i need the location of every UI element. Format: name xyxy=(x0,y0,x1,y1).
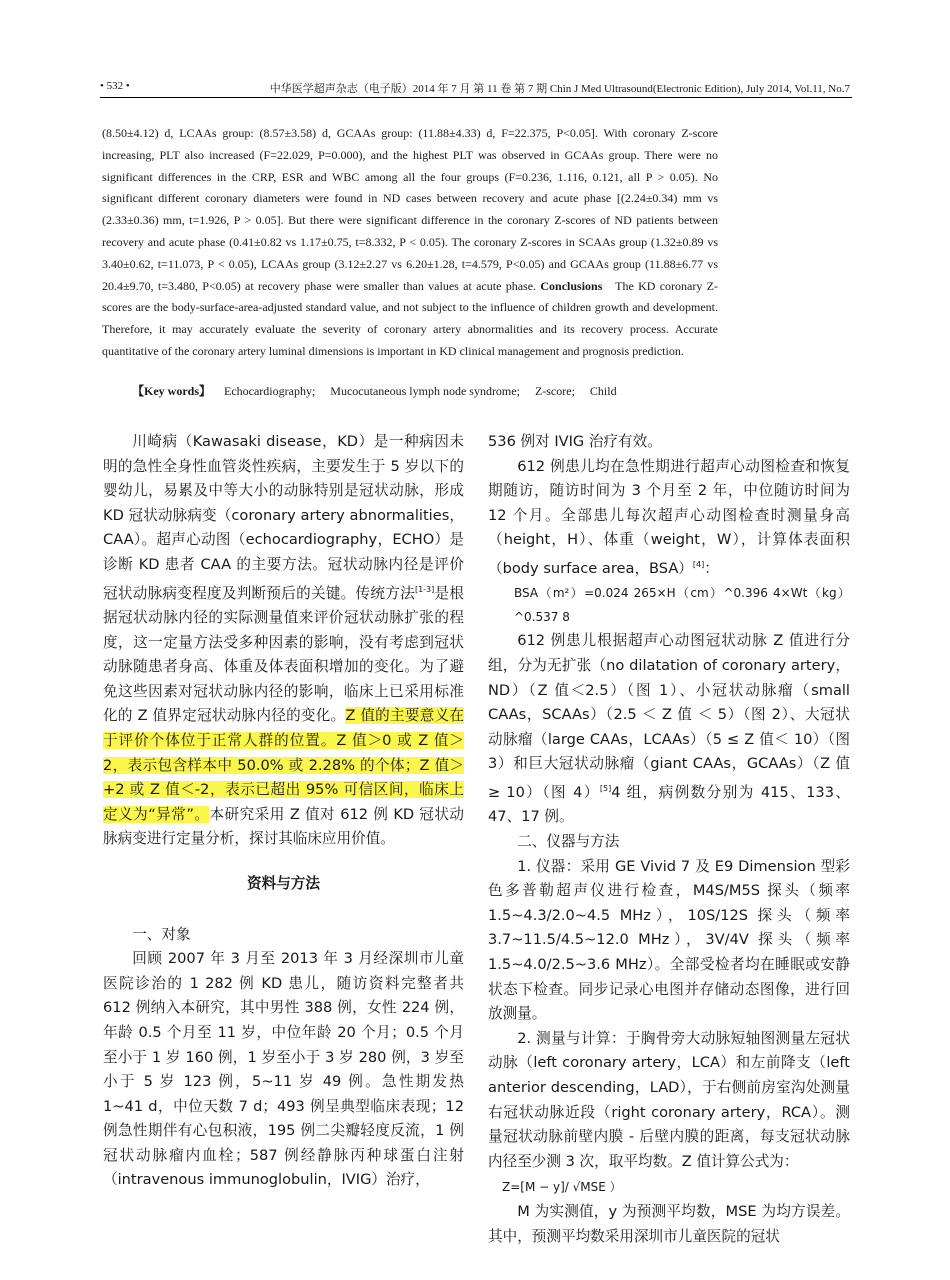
english-abstract xyxy=(102,123,718,363)
followup-paragraph xyxy=(488,455,850,582)
abstract-body xyxy=(102,123,718,363)
highlighted-text: Z 值的主要意义在于评价个体位于正常人群的位置。Z 值＞0 或 Z 值＞2，表示包含样本中 50.0% 或 2.28% 的个体；Z 值＞+2 或 Z 值＜-2，表示已超出 95% 可信区间，临床上定义为“异常”。 xyxy=(103,707,465,823)
keywords-line xyxy=(132,382,629,399)
right-column xyxy=(488,430,850,1250)
citation: [4] xyxy=(692,559,705,569)
paragraph: 536 例对 IVIG 治疗有效。 xyxy=(488,433,662,450)
page-number: • 532 • xyxy=(100,80,130,92)
intro-text-2: 是根据冠状动脉内径的实际测量值来评价冠状动脉扩张的程度，这一定量方法受多种因素的影响，没有考虑到冠状动脉随患者身高、体重及体表面积增加的变化。为了避免这些因素对冠状动脉内径的影响，临床上已采用标准化的 Z 值界定冠状动脉内径的变化。 xyxy=(103,584,464,725)
introduction-paragraph xyxy=(103,430,464,852)
subjects-paragraph: 回顾 2007 年 3 月至 2013 年 3 月经深圳市儿童医院诊治的 1 282 例 KD 患儿，随访资料完整者共 612 例纳入本研究，其中男性 388 例，女性 224 例，年龄 0.5 个月至 11 岁，中位年龄 20 个月；0.5 个月至小于 1 岁 160 例，1 岁至小于 3 岁 280 例，3 岁至小于 5 岁 123 例，5~11 岁 49 例。急性期发热 1~41 d，中位天数 7 d；493 例呈典型临床表现；12 例急性期伴有心包积液，195 例二尖瓣轻度反流，1 例冠状动脉瘤内血栓；587 例经静脉丙种球蛋白注射（intravenous immunoglobulin，IVIG）治疗， xyxy=(103,950,464,1189)
measurement-paragraph: 2. 测量与计算：于胸骨旁大动脉短轴图测量左冠状动脉（left coronary artery，LCA）和左前降支（left anterior descending，LAD），于右侧前房室沟处测量右冠状动脉近段（right coronary artery，RCA）。测量冠状动脉前壁内膜 - 后壁内膜的距离，每支冠状动脉内径至少测 3 次，取平均数。Z 值计算公式为： xyxy=(488,1029,850,1170)
subsection-heading: 一、对象 xyxy=(132,925,191,943)
instrument-paragraph: 1. 仪器：采用 GE Vivid 7 及 E9 Dimension 型彩色多普勒超声仪进行检查，M4S/M5S 探头（频率 1.5~4.3/2.0~4.5 MHz），10S/12S 探头（频率 3.7~11.5/4.5~12.0 MHz），3V/4V 探头（频率 1.5~4.0/2.5~3.6 MHz）。全部受检者均在睡眠或安静状态下检查。同步记录心电图并存储动态图像，进行回放测量。 xyxy=(488,857,850,1023)
paragraph-end: 4 组，病例数分别为 415、133、47、17 例。 xyxy=(488,783,851,826)
left-column xyxy=(103,430,464,1193)
journal-citation: 中华医学超声杂志（电子版）2014 年 7 月 第 11 卷 第 7 期 Chin J Med Ultrasound(Electronic Edition), July 2014, Vol.11, No.7 xyxy=(269,83,850,95)
subsection-heading: 二、仪器与方法 xyxy=(517,833,620,851)
intro-tail: 本研究采用 Z 值对 612 例 KD 冠状动脉病变进行定量分析，探讨其临床应用价值。 xyxy=(103,805,464,848)
keywords-label: 【Key words】 xyxy=(132,384,211,398)
header-rule xyxy=(100,97,852,98)
abstract-conclusions: The KD coronary Z-scores are the body-surface-area-adjusted standard value, and not subject to the influence of children growth and development. Therefore, it may accurately evaluate the severity of coronary artery abnormalities and its recovery process. Accurate quantitative of the coronary artery luminal dimensions is important in KD clinical management and prognosis prediction. xyxy=(102,278,718,358)
keyword: Mucocutaneous lymph node syndrome; xyxy=(330,384,520,398)
conclusions-label: Conclusions xyxy=(540,278,603,293)
paragraph-text: 612 例患儿根据超声心动图冠状动脉 Z 值进行分组，分为无扩张（no dilatation of coronary artery，ND）（Z 值＜2.5）（图 1）、小冠状动脉瘤（small CAAs，SCAAs）（2.5 ＜ Z 值 ＜ 5）（图 2）、大冠状动脉瘤（large CAAs，LCAAs）（5 ≤ Z 值＜ 10）（图 3）和巨大冠状动脉瘤（giant CAAs，GCAAs）（Z 值≥ 10）（图 4） xyxy=(488,632,850,801)
paragraph-text: 612 例患儿均在急性期进行超声心动图检查和恢复期随访，随访时间为 3 个月至 2 年，中位随访时间为 12 个月。全部患儿每次超声心动图检查时测量身高（height，H）、体重（weight，W），计算体表面积（body surface area，BSA） xyxy=(488,457,850,577)
citation: [1-3] xyxy=(414,584,435,594)
z-formula: Z=[M − y]/ √MSE ） xyxy=(502,1180,622,1195)
definition-paragraph: M 为实测值，y 为预测平均数，MSE 为均方误差。其中，预测平均数采用深圳市儿童医院的冠状 xyxy=(488,1203,850,1245)
keyword: Z-score; xyxy=(534,384,575,398)
intro-text: 川崎病（Kawasaki disease，KD）是一种病因未明的急性全身性血管炎性疾病，主要发生于 5 岁以下的婴幼儿，易累及中等大小的动脉特别是冠状动脉，形成 KD 冠状动脉病变（coronary artery abnormalities，CAA）。超声心动图（echocardiography，ECHO）是诊断 KD 患者 CAA 的主要方法。冠状动脉内径是评价冠状动脉病变程度及判断预后的关键。传统方法 xyxy=(103,433,464,602)
paragraph-end: ： xyxy=(704,559,719,577)
keyword: Echocardiography; xyxy=(224,384,316,398)
section-title: 资料与方法 xyxy=(247,874,320,892)
bsa-formula: BSA（m²）=0.024 265×H（cm）^0.396 4×Wt（kg）^0.537 8 xyxy=(514,586,850,625)
citation: [5] xyxy=(599,783,612,793)
keyword: Child xyxy=(589,384,617,398)
grouping-paragraph xyxy=(488,629,850,830)
abstract-results: (8.50±4.12) d, LCAAs group: (8.57±3.58) d, GCAAs group: (11.88±4.33) d, F=22.375, P<0.05]. With coronary Z-score increasing, PLT also increased (F=22.029, P=0.000), and the highest PLT was observed in GCAAs group. There were no significant differences in the CRP, ESR and WBC among all the four groups (F=0.236, 1.116, 0.121, all P > 0.05). No significant different coronary diameters were found in ND cases between recovery and acute phase [(2.24±0.34) mm vs (2.33±0.36) mm, t=1.926, P > 0.05]. But there were significant difference in the coronary Z-scores of ND patients between recovery and acute phase (0.41±0.82 vs 1.17±0.75, t=8.332, P < 0.05). The coronary Z-scores in SCAAs group (1.32±0.89 vs 3.40±0.62, t=11.073, P < 0.05), LCAAs group (3.12±2.27 vs 6.20±1.28, t=4.579, P<0.05) and GCAAs group (11.88±6.77 vs 20.4±9.70, t=3.480, P<0.05) at recovery phase were smaller than values at acute phase. xyxy=(102,126,718,293)
